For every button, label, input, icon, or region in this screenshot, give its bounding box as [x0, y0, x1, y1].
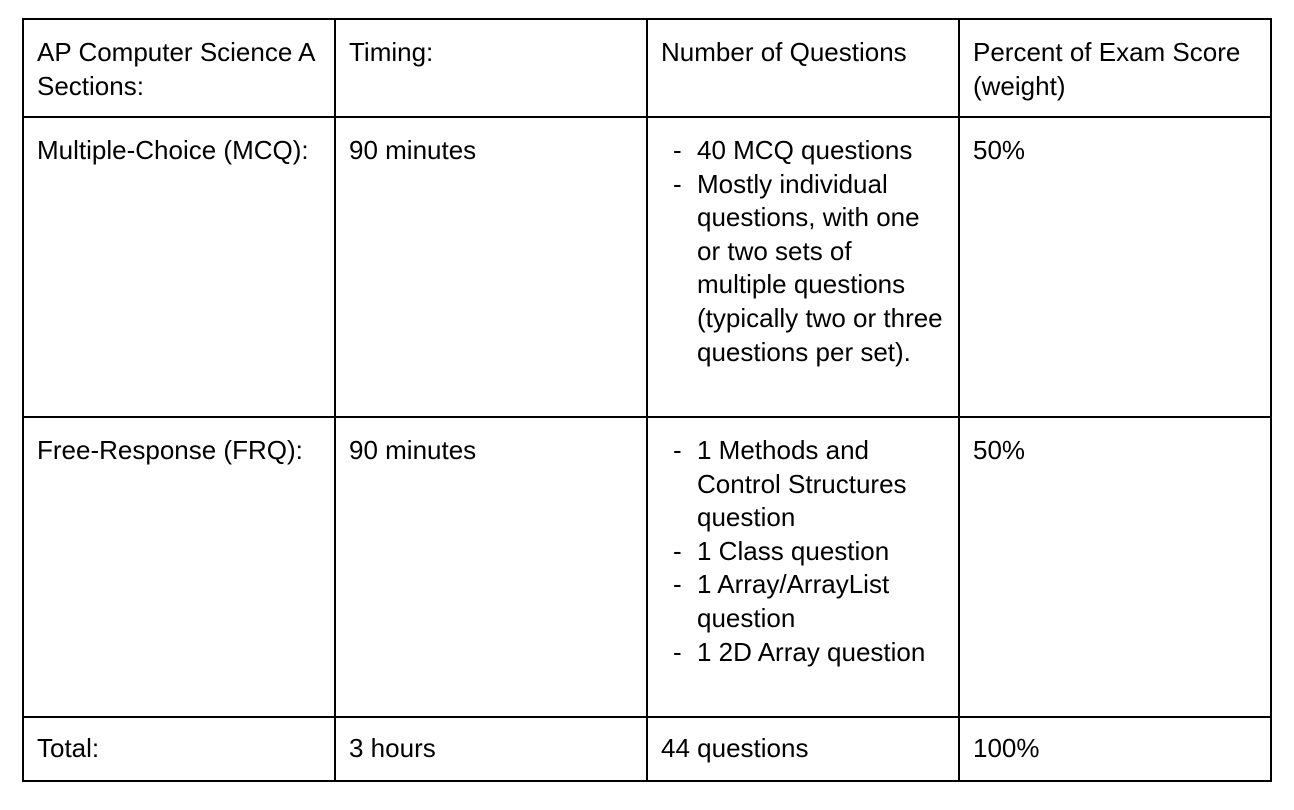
- list-item-text: 1 Class question: [697, 535, 890, 566]
- list-item: [673, 434, 946, 535]
- mcq-section-text: Multiple-Choice (MCQ):: [37, 135, 309, 165]
- total-label-text: Total:: [37, 733, 100, 763]
- frq-questions-list: [661, 434, 946, 669]
- table-row-total: [23, 717, 1271, 781]
- header-questions-text: Number of Questions: [661, 37, 907, 67]
- header-weight-text: Percent of Exam Score (weight): [973, 37, 1241, 101]
- dash-bullet: -: [673, 168, 682, 199]
- exam-structure-table: [22, 18, 1272, 782]
- header-cell-timing: [335, 19, 647, 117]
- total-weight-cell: [959, 717, 1271, 781]
- list-item-text: 1 Array/ArrayList question: [697, 569, 890, 633]
- frq-section-text: Free-Response (FRQ):: [37, 435, 303, 465]
- list-item: [673, 168, 946, 370]
- total-questions-text: 44 questions: [661, 733, 809, 763]
- dash-bullet: -: [673, 569, 682, 600]
- frq-section-cell: [23, 417, 335, 717]
- list-item: [673, 134, 946, 168]
- table-row-mcq: [23, 117, 1271, 417]
- mcq-section-cell: [23, 117, 335, 417]
- table-row-frq: [23, 417, 1271, 717]
- frq-weight-text: 50%: [973, 435, 1026, 465]
- total-timing-cell: [335, 717, 647, 781]
- mcq-questions-cell: [647, 117, 959, 417]
- header-cell-sections: [23, 19, 335, 117]
- list-item-text: 1 Methods and Control Structures question: [697, 435, 907, 533]
- dash-bullet: -: [673, 135, 682, 165]
- mcq-weight-cell: [959, 117, 1271, 417]
- list-item: [673, 535, 946, 569]
- list-item: [673, 636, 946, 670]
- dash-bullet: -: [673, 535, 682, 566]
- total-timing-text: 3 hours: [349, 733, 436, 763]
- list-item: [673, 568, 946, 635]
- header-cell-questions: [647, 19, 959, 117]
- total-weight-text: 100%: [973, 733, 1040, 763]
- list-item-text: 40 MCQ questions: [697, 135, 913, 165]
- frq-timing-text: 90 minutes: [349, 435, 477, 465]
- header-timing-text: Timing:: [349, 37, 434, 67]
- dash-bullet: -: [673, 636, 682, 667]
- frq-weight-cell: [959, 417, 1271, 717]
- total-label-cell: [23, 717, 335, 781]
- table-header-row: [23, 19, 1271, 117]
- mcq-weight-text: 50%: [973, 135, 1026, 165]
- header-cell-weight: [959, 19, 1271, 117]
- total-questions-cell: [647, 717, 959, 781]
- list-item-text: Mostly individual questions, with one or two sets of multiple questions (typically two or three questions per set).: [697, 168, 943, 367]
- mcq-timing-cell: [335, 117, 647, 417]
- list-item-text: 1 2D Array question: [697, 636, 926, 667]
- frq-timing-cell: [335, 417, 647, 717]
- frq-questions-cell: [647, 417, 959, 717]
- mcq-questions-list: [661, 134, 946, 369]
- dash-bullet: -: [673, 435, 682, 465]
- mcq-timing-text: 90 minutes: [349, 135, 477, 165]
- header-sections-text: AP Computer Science A Sections:: [37, 37, 315, 101]
